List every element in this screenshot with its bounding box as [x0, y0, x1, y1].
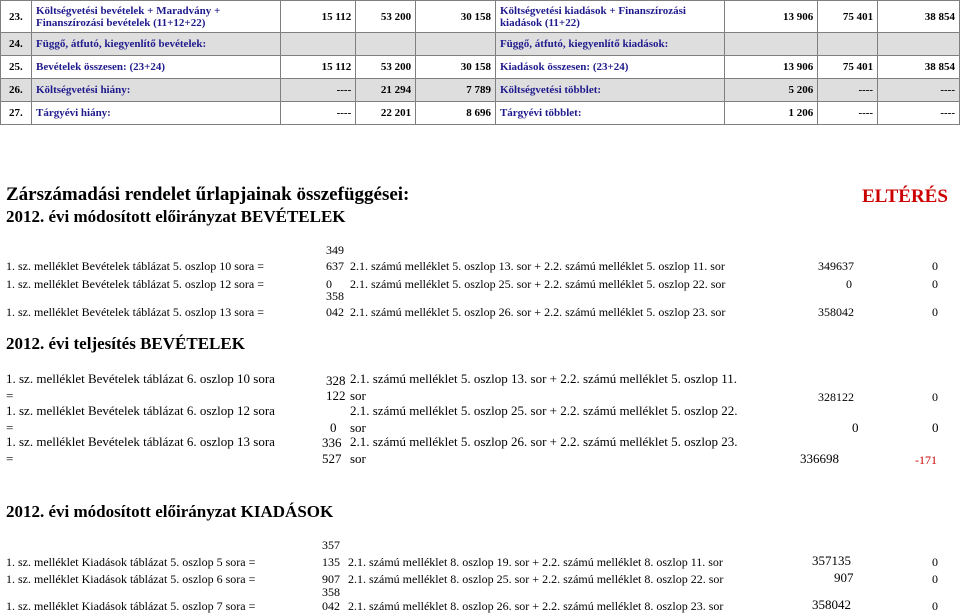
value-part-top: 357: [322, 538, 340, 552]
left-value-3: 7 789: [416, 79, 496, 102]
right-value-2: 75 401: [818, 1, 878, 33]
difference-value: 0: [932, 572, 938, 586]
value-part-bottom: 135: [322, 555, 340, 569]
row-number: 27.: [1, 102, 32, 125]
right-value-2: 75 401: [818, 56, 878, 79]
summary-row-26: [1, 79, 960, 102]
summary-row-23: [1, 1, 960, 33]
row-number: 26.: [1, 79, 32, 102]
right-value-1: 1 206: [725, 102, 818, 125]
value-part-bottom: 042: [322, 599, 340, 613]
left-label: Költségvetési hiány:: [31, 79, 280, 102]
source-reference-line-2: =: [6, 420, 14, 435]
sum-value: 336698: [800, 451, 839, 466]
left-value-1: 15 112: [281, 1, 356, 33]
sum-value: 907: [834, 570, 854, 585]
section-heading-budget-revenue: 2012. évi módosított előirányzat BEVÉTELEK: [6, 207, 346, 226]
value-part-top: 328: [326, 373, 346, 388]
page-title: Zárszámadási rendelet űrlapjainak összefüggései:: [6, 184, 410, 205]
sum-value: 357135: [812, 553, 851, 568]
source-reference-line-1: 1. sz. melléklet Bevételek táblázat 6. oszlop 13 sora: [6, 434, 275, 449]
value-part-top: 358: [326, 289, 344, 303]
right-label: Költségvetési kiadások + Finanszírozási kiadások (11+22): [495, 1, 725, 33]
sum-value: 328122: [818, 390, 854, 404]
left-label: Tárgyévi hiány:: [31, 102, 280, 125]
source-reference: 1. sz. melléklet Kiadások táblázat 5. oszlop 5 sora =: [6, 555, 256, 569]
left-value-1: ----: [281, 79, 356, 102]
target-reference-line-2: sor: [350, 420, 366, 435]
summary-table: [0, 0, 960, 125]
left-label: Függő, átfutó, kiegyenlítő bevételek:: [31, 33, 280, 56]
difference-value: 0: [932, 599, 938, 613]
value-part-bottom: 0: [330, 420, 337, 435]
difference-value: 0: [932, 305, 938, 319]
value-part-bottom: 907: [322, 572, 340, 586]
difference-value: 0: [932, 277, 938, 291]
right-value-2: ----: [818, 79, 878, 102]
target-reference: 2.1. számú melléklet 5. oszlop 25. sor + 2.2. számú melléklet 5. oszlop 22. sor: [350, 277, 726, 291]
source-reference-line-2: =: [6, 388, 14, 403]
sum-value: 358042: [812, 597, 851, 612]
target-reference-line-2: sor: [350, 388, 366, 403]
right-label: Kiadások összesen: (23+24): [495, 56, 725, 79]
sum-value: 349637: [818, 259, 854, 273]
left-value-2: 53 200: [356, 1, 416, 33]
right-value-2: ----: [818, 102, 878, 125]
right-value-2: [818, 33, 878, 56]
right-value-1: 5 206: [725, 79, 818, 102]
section-heading-actual-revenue: 2012. évi teljesítés BEVÉTELEK: [6, 334, 245, 353]
target-reference-line-2: sor: [350, 451, 366, 466]
row-number: 25.: [1, 56, 32, 79]
sum-value: 0: [852, 420, 859, 435]
value-part-bottom: 122: [326, 388, 346, 403]
source-reference: 1. sz. melléklet Bevételek táblázat 5. oszlop 12 sora =: [6, 277, 265, 291]
value-part-bottom: 637: [326, 259, 344, 273]
right-label: Függő, átfutó, kiegyenlítő kiadások:: [495, 33, 725, 56]
difference-value: 0: [932, 555, 938, 569]
left-value-3: [416, 33, 496, 56]
source-reference-line-2: =: [6, 451, 14, 466]
summary-row-27: [1, 102, 960, 125]
target-reference-line-1: 2.1. számú melléklet 5. oszlop 13. sor + 2.2. számú melléklet 5. oszlop 11.: [350, 371, 738, 386]
source-reference: 1. sz. melléklet Kiadások táblázat 5. oszlop 6 sora =: [6, 572, 256, 586]
target-reference: 2.1. számú melléklet 8. oszlop 26. sor + 2.2. számú melléklet 8. oszlop 23. sor: [348, 599, 724, 613]
left-value-3: 30 158: [416, 1, 496, 33]
difference-value: -171: [915, 453, 937, 467]
right-value-3: 38 854: [878, 1, 960, 33]
right-value-3: ----: [878, 102, 960, 125]
difference-value: 0: [932, 390, 938, 404]
left-value-2: 53 200: [356, 56, 416, 79]
target-reference-line-1: 2.1. számú melléklet 5. oszlop 26. sor + 2.2. számú melléklet 5. oszlop 23.: [350, 434, 738, 449]
source-reference: 1. sz. melléklet Bevételek táblázat 5. oszlop 13 sora =: [6, 305, 265, 319]
difference-value: 0: [932, 259, 938, 273]
right-value-1: 13 906: [725, 56, 818, 79]
summary-row-24: [1, 33, 960, 56]
source-reference: 1. sz. melléklet Bevételek táblázat 5. oszlop 10 sora =: [6, 259, 265, 273]
left-value-1: ----: [281, 102, 356, 125]
left-value-1: [281, 33, 356, 56]
target-reference: 2.1. számú melléklet 5. oszlop 13. sor + 2.2. számú melléklet 5. oszlop 11. sor: [350, 259, 725, 273]
left-value-2: [356, 33, 416, 56]
right-value-3: 38 854: [878, 56, 960, 79]
right-label: Költségvetési többlet:: [495, 79, 725, 102]
left-value-2: 21 294: [356, 79, 416, 102]
section-heading-budget-expenditure: 2012. évi módosított előirányzat KIADÁSOK: [6, 502, 334, 521]
value-part-top: 336: [322, 435, 342, 450]
sum-value: 358042: [818, 305, 854, 319]
difference-value: 0: [932, 420, 939, 435]
target-reference: 2.1. számú melléklet 8. oszlop 19. sor + 2.2. számú melléklet 8. oszlop 11. sor: [348, 555, 723, 569]
source-reference-line-1: 1. sz. melléklet Bevételek táblázat 6. oszlop 10 sora: [6, 371, 275, 386]
left-value-3: 8 696: [416, 102, 496, 125]
left-label: Költségvetési bevételek + Maradvány + Finanszírozási bevételek (11+12+22): [31, 1, 280, 33]
value-part-bottom: 0: [326, 277, 332, 291]
left-value-3: 30 158: [416, 56, 496, 79]
left-label: Bevételek összesen: (23+24): [31, 56, 280, 79]
row-number: 24.: [1, 33, 32, 56]
sum-value: 0: [846, 277, 852, 291]
source-reference: 1. sz. melléklet Kiadások táblázat 5. oszlop 7 sora =: [6, 599, 256, 613]
right-value-3: ----: [878, 79, 960, 102]
row-number: 23.: [1, 1, 32, 33]
target-reference-line-1: 2.1. számú melléklet 5. oszlop 25. sor + 2.2. számú melléklet 5. oszlop 22.: [350, 403, 738, 418]
value-part-bottom: 527: [322, 451, 342, 466]
target-reference: 2.1. számú melléklet 8. oszlop 25. sor + 2.2. számú melléklet 8. oszlop 22. sor: [348, 572, 724, 586]
right-value-1: 13 906: [725, 1, 818, 33]
value-part-top: 358: [322, 585, 340, 599]
right-value-1: [725, 33, 818, 56]
left-value-1: 15 112: [281, 56, 356, 79]
value-part-bottom: 042: [326, 305, 344, 319]
value-part-top: 349: [326, 243, 344, 257]
summary-row-25: [1, 56, 960, 79]
left-value-2: 22 201: [356, 102, 416, 125]
difference-header: ELTÉRÉS: [862, 186, 948, 207]
source-reference-line-1: 1. sz. melléklet Bevételek táblázat 6. oszlop 12 sora: [6, 403, 275, 418]
right-value-3: [878, 33, 960, 56]
target-reference: 2.1. számú melléklet 5. oszlop 26. sor + 2.2. számú melléklet 5. oszlop 23. sor: [350, 305, 726, 319]
right-label: Tárgyévi többlet:: [495, 102, 725, 125]
